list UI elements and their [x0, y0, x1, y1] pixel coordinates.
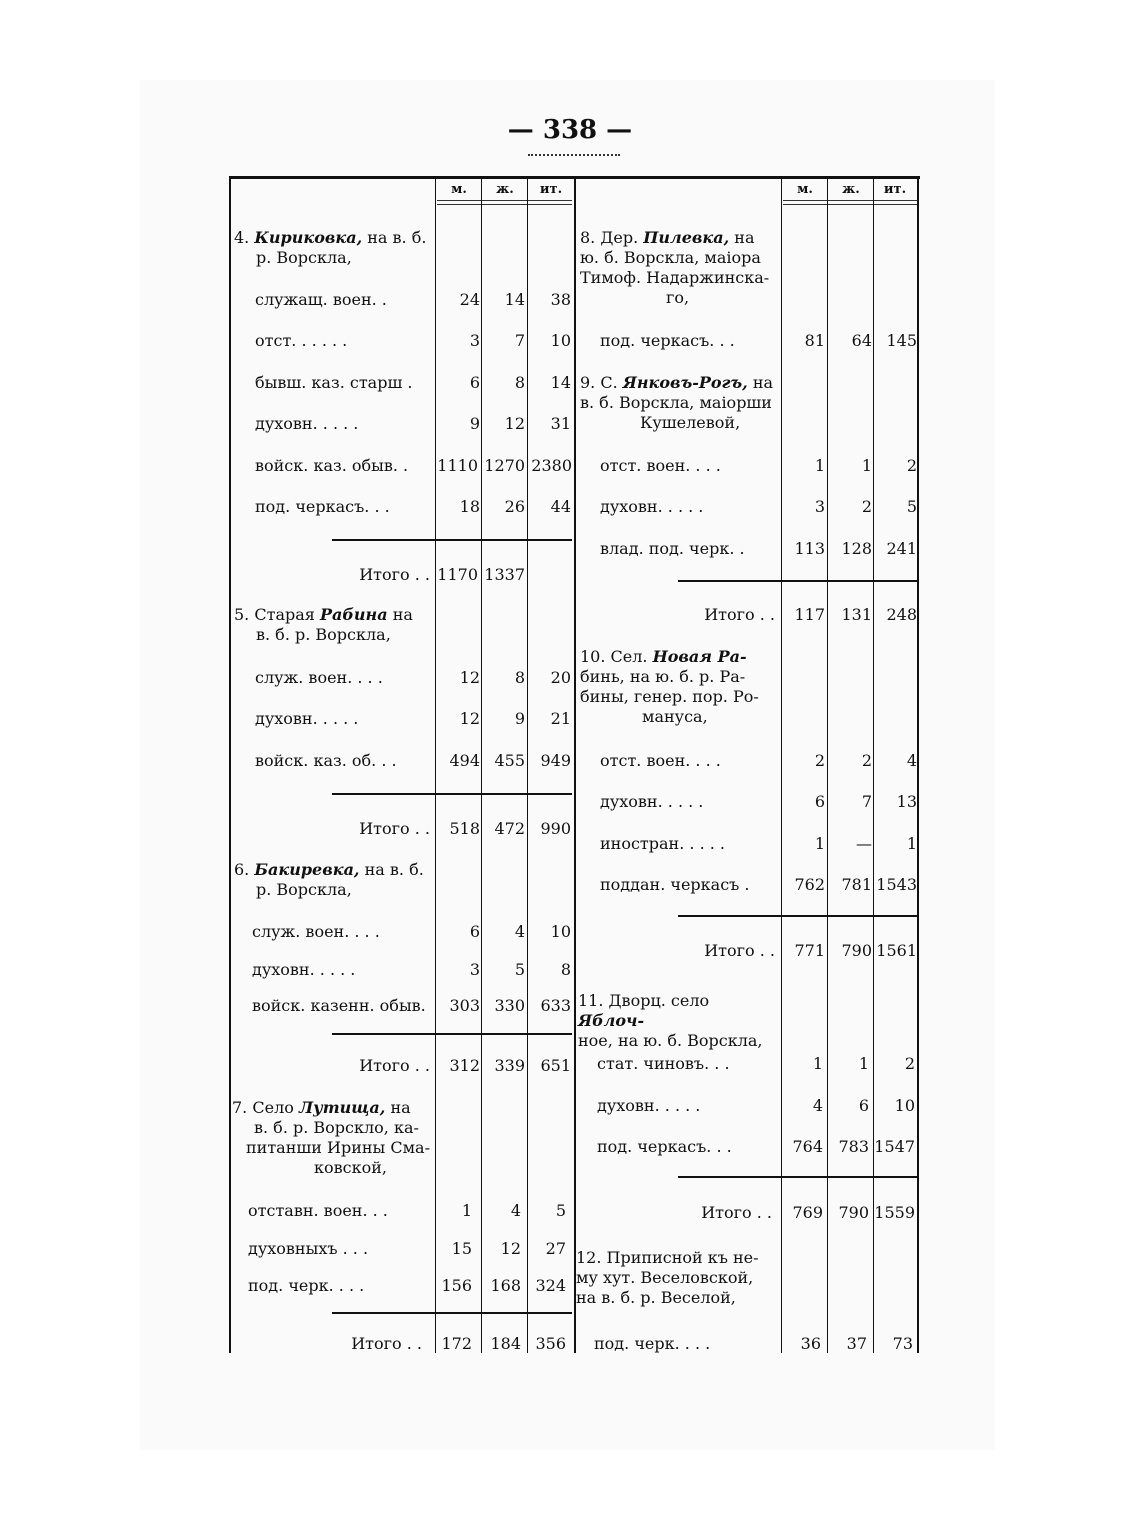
header-it-left: ит.: [539, 182, 563, 197]
cell-m: 3: [469, 960, 480, 979]
cell-it: 633: [540, 996, 571, 1015]
entry-heading: 7. Село Лутища, на в. б. р. Ворскло, ка- питанши Ирины Сма- ковской,: [232, 1098, 430, 1177]
row-label: отст. . . . . .: [255, 331, 348, 350]
row-label: под. черкасъ. . .: [255, 497, 390, 516]
cell-zh: 37: [846, 1334, 867, 1353]
cell-it: 31: [550, 414, 571, 433]
cell-zh: 7: [514, 331, 525, 350]
cell-zh: 8: [514, 668, 525, 687]
cell-m: 6: [814, 792, 825, 811]
sum-rule: [678, 1176, 918, 1178]
entry-heading: 9. С. Янковъ-Рогъ, на в. б. Ворскла, маiорши Кушелевой,: [580, 373, 774, 432]
cell-it: 949: [540, 751, 571, 770]
itogo-label: Итого . .: [704, 605, 775, 624]
cell-m: 156: [441, 1276, 472, 1295]
left-header-rule: [437, 200, 572, 205]
cell-zh: 1: [858, 1054, 869, 1073]
entry-heading: 8. Дер. Пилевка, на ю. б. Ворскла, маiора Тимоф. Надаржинска- го,: [580, 228, 770, 307]
header-m-right: м.: [797, 182, 813, 197]
cell-zh: 131: [841, 605, 872, 624]
row-label: духовн. . . . .: [600, 792, 704, 811]
cell-m: 771: [794, 941, 825, 960]
row-label: служ. воен. . . .: [252, 922, 380, 941]
cell-it: 2: [904, 1054, 915, 1073]
cell-zh: 26: [504, 497, 525, 516]
cell-it: 145: [886, 331, 917, 350]
cell-it: 241: [886, 539, 917, 558]
cell-it: 21: [550, 709, 571, 728]
page-number: — 338 —: [507, 115, 633, 145]
row-label: поддан. черкасъ .: [600, 875, 750, 894]
entry-heading: 10. Сел. Новая Ра- бинь, на ю. б. р. Ра- бины, генер. пор. Ро- мануса,: [580, 647, 759, 726]
cell-m: 18: [459, 497, 480, 516]
row-label: войск. каз. об. . .: [255, 751, 397, 770]
cell-m: 2: [814, 751, 825, 770]
row-label: служащ. воен. .: [255, 290, 387, 309]
center-divider: [574, 176, 576, 1353]
row-label: отст. воен. . . .: [600, 751, 721, 770]
cell-it: 38: [550, 290, 571, 309]
cell-m: 1: [814, 834, 825, 853]
cell-it: 14: [550, 373, 571, 392]
row-label: под. черк. . . .: [248, 1276, 365, 1295]
cell-m: 303: [449, 996, 480, 1015]
cell-zh: 472: [494, 819, 525, 838]
header-it-right: ит.: [883, 182, 907, 197]
row-label: отст. воен. . . .: [600, 456, 721, 475]
cell-it: 651: [540, 1056, 571, 1075]
sum-rule: [332, 539, 572, 541]
cell-zh: 790: [841, 941, 872, 960]
cell-m: 1: [812, 1054, 823, 1073]
cell-zh: 12: [500, 1239, 521, 1258]
header-zh-left: ж.: [496, 182, 514, 197]
cell-it: 10: [550, 331, 571, 350]
cell-m: 769: [792, 1203, 823, 1222]
row-label: духовныхъ . . .: [248, 1239, 369, 1258]
right-header-rule: [783, 200, 918, 205]
cell-it: 5: [555, 1201, 566, 1220]
cell-it: 1547: [874, 1137, 915, 1156]
cell-it: 73: [892, 1334, 913, 1353]
cell-it: 27: [545, 1239, 566, 1258]
cell-m: 1170: [437, 565, 478, 584]
cell-m: 518: [449, 819, 480, 838]
cell-it: 2: [906, 456, 917, 475]
sum-rule: [678, 580, 918, 582]
cell-it: 20: [550, 668, 571, 687]
cell-m: 764: [792, 1137, 823, 1156]
cell-zh: 339: [494, 1056, 525, 1075]
cell-m: 1110: [437, 456, 478, 475]
itogo-label: Итого . .: [359, 565, 430, 584]
row-label: стат. чиновъ. . .: [597, 1054, 730, 1073]
header-zh-right: ж.: [842, 182, 860, 197]
cell-it: 4: [906, 751, 917, 770]
sum-rule: [678, 915, 918, 917]
cell-m: 3: [814, 497, 825, 516]
row-label: под. черкасъ. . .: [597, 1137, 732, 1156]
cell-zh: 455: [494, 751, 525, 770]
cell-it: 248: [886, 605, 917, 624]
cell-it: 1543: [876, 875, 917, 894]
entry-heading: 5. Старая Рабина на в. б. р. Ворскла,: [234, 605, 413, 644]
cell-zh: 5: [514, 960, 525, 979]
cell-m: 6: [469, 922, 480, 941]
entry-heading: 12. Приписной къ не- му хут. Веселовской, на в. б. р. Веселой,: [576, 1248, 759, 1307]
row-label: бывш. каз. старш .: [255, 373, 413, 392]
header-m-left: м.: [451, 182, 467, 197]
cell-m: 1: [461, 1201, 472, 1220]
cell-m: 24: [459, 290, 480, 309]
cell-it: 44: [550, 497, 571, 516]
cell-zh: 1337: [484, 565, 525, 584]
cell-m: 113: [794, 539, 825, 558]
cell-m: 12: [459, 668, 480, 687]
cell-it: 1: [906, 834, 917, 853]
cell-zh: 8: [514, 373, 525, 392]
entry-heading: 4. Кириковка, на в. б. р. Ворскла,: [234, 228, 427, 267]
sum-rule: [332, 1312, 572, 1314]
cell-zh: 2: [861, 497, 872, 516]
cell-it: 13: [896, 792, 917, 811]
cell-zh: 7: [861, 792, 872, 811]
cell-m: 81: [804, 331, 825, 350]
cell-zh: 6: [858, 1096, 869, 1115]
cell-zh: 1: [861, 456, 872, 475]
cell-m: 15: [451, 1239, 472, 1258]
cell-zh: 64: [851, 331, 872, 350]
cell-zh: 1270: [484, 456, 525, 475]
entry-heading: 6. Бакиревка, на в. б. р. Ворскла,: [234, 860, 424, 899]
cell-zh: 14: [504, 290, 525, 309]
cell-zh: 168: [490, 1276, 521, 1295]
row-label: служ. воен. . . .: [255, 668, 383, 687]
cell-m: 762: [794, 875, 825, 894]
cell-m: 9: [469, 414, 480, 433]
cell-zh: 9: [514, 709, 525, 728]
entry-heading: 11. Дворц. село Яблоч- ное, на ю. б. Ворскла,: [578, 991, 763, 1050]
cell-zh: 330: [494, 996, 525, 1015]
table-left-border: [229, 176, 231, 1353]
cell-m: 494: [449, 751, 480, 770]
cell-m: 172: [441, 1334, 472, 1353]
cell-zh: 128: [841, 539, 872, 558]
cell-it: 5: [906, 497, 917, 516]
cell-m: 1: [814, 456, 825, 475]
cell-it: 1559: [874, 1203, 915, 1222]
cell-zh: 790: [838, 1203, 869, 1222]
itogo-label: Итого . .: [359, 1056, 430, 1075]
row-label: духовн. . . . .: [255, 414, 359, 433]
sum-rule: [332, 793, 572, 795]
cell-zh: 783: [838, 1137, 869, 1156]
cell-zh: 4: [510, 1201, 521, 1220]
cell-m: 312: [449, 1056, 480, 1075]
cell-it: 10: [550, 922, 571, 941]
row-label: влад. под. черк. .: [600, 539, 745, 558]
row-label: войск. каз. обыв. .: [255, 456, 409, 475]
row-label: духовн. . . . .: [255, 709, 359, 728]
itogo-label: Итого . .: [701, 1203, 772, 1222]
row-label: под. черк. . . .: [594, 1334, 711, 1353]
cell-it: 2380: [531, 456, 572, 475]
cell-zh: 2: [861, 751, 872, 770]
cell-m: 117: [794, 605, 825, 624]
row-label: войск. казенн. обыв.: [252, 996, 426, 1015]
row-label: духовн. . . . .: [252, 960, 356, 979]
row-label: иностран. . . . .: [600, 834, 725, 853]
cell-zh: 4: [514, 922, 525, 941]
itogo-label: Итого . .: [359, 819, 430, 838]
cell-m: 3: [469, 331, 480, 350]
cell-it: 356: [535, 1334, 566, 1353]
row-label: под. черкасъ. . .: [600, 331, 735, 350]
cell-it: 990: [540, 819, 571, 838]
cell-zh: 184: [490, 1334, 521, 1353]
cell-it: 324: [535, 1276, 566, 1295]
cell-zh: —: [856, 834, 872, 853]
cell-m: 6: [469, 373, 480, 392]
cell-it: 8: [560, 960, 571, 979]
cell-m: 4: [812, 1096, 823, 1115]
row-label: духовн. . . . .: [600, 497, 704, 516]
cell-it: 1561: [876, 941, 917, 960]
cell-zh: 781: [841, 875, 872, 894]
itogo-label: Итого . .: [704, 941, 775, 960]
itogo-label: Итого . .: [351, 1334, 422, 1353]
row-label: духовн. . . . .: [597, 1096, 701, 1115]
row-label: отставн. воен. . .: [248, 1201, 388, 1220]
cell-m: 12: [459, 709, 480, 728]
cell-zh: 12: [504, 414, 525, 433]
sum-rule: [332, 1033, 572, 1035]
cell-it: 10: [894, 1096, 915, 1115]
cell-m: 36: [800, 1334, 821, 1353]
